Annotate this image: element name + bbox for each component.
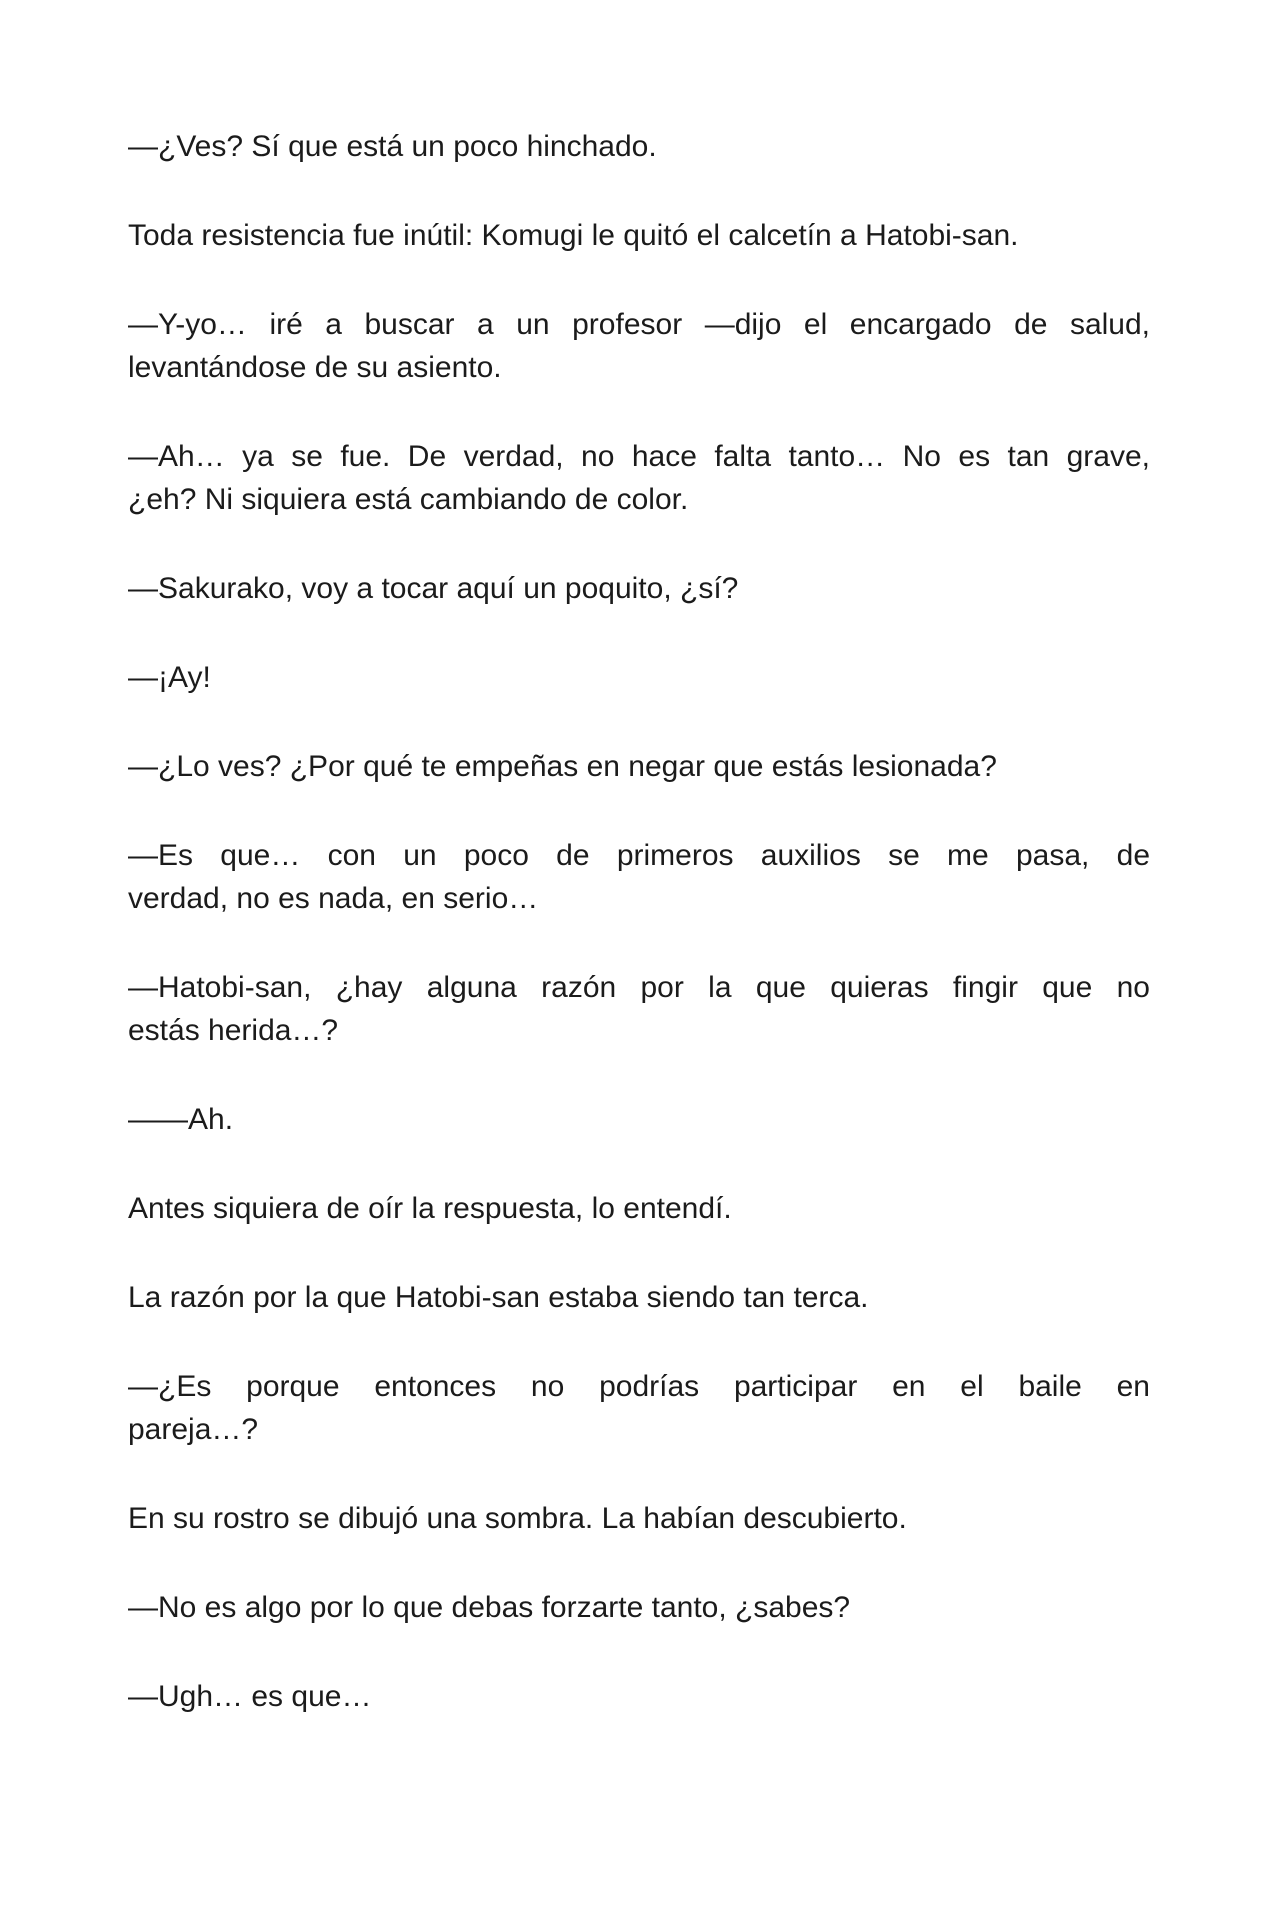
- text-line: ¿eh? Ni siquiera está cambiando de color.: [128, 483, 689, 516]
- text-line: —Ugh… es que…: [128, 1680, 372, 1713]
- paragraph: [128, 1497, 1150, 1540]
- text-line: En su rostro se dibujó una sombra. La habían descubierto.: [128, 1502, 907, 1535]
- document-page: [128, 125, 1150, 1764]
- paragraph: [128, 1276, 1150, 1319]
- paragraph: [128, 966, 1150, 1052]
- text-line: —¿Ves? Sí que está un poco hinchado.: [128, 130, 657, 163]
- paragraph: [128, 745, 1150, 788]
- text-line: verdad, no es nada, en serio…: [128, 882, 539, 915]
- paragraph: [128, 656, 1150, 699]
- text-line: ——Ah.: [128, 1103, 234, 1136]
- text-line: —Hatobi-san, ¿hay alguna razón por la que quieras fingir que no: [128, 971, 1150, 1004]
- text-line: La razón por la que Hatobi-san estaba siendo tan terca.: [128, 1281, 869, 1314]
- text-line: —Y-yo… iré a buscar a un profesor —dijo el encargado de salud,: [128, 308, 1150, 341]
- text-line: —¿Lo ves? ¿Por qué te empeñas en negar que estás lesionada?: [128, 750, 997, 783]
- paragraph: [128, 125, 1150, 168]
- text-line: levantándose de su asiento.: [128, 351, 502, 384]
- paragraph: [128, 435, 1150, 521]
- paragraph: [128, 1187, 1150, 1230]
- text-line: —Ah… ya se fue. De verdad, no hace falta tanto… No es tan grave,: [128, 440, 1150, 473]
- text-line: Antes siquiera de oír la respuesta, lo entendí.: [128, 1192, 732, 1225]
- text-line: —No es algo por lo que debas forzarte tanto, ¿sabes?: [128, 1591, 851, 1624]
- paragraph: [128, 1365, 1150, 1451]
- paragraph: [128, 214, 1150, 257]
- paragraph: [128, 834, 1150, 920]
- text-line: —Es que… con un poco de primeros auxilios se me pasa, de: [128, 839, 1150, 872]
- text-line: —Sakurako, voy a tocar aquí un poquito, ¿sí?: [128, 572, 739, 605]
- paragraph: [128, 1586, 1150, 1629]
- text-line: —¡Ay!: [128, 661, 211, 694]
- text-line: pareja…?: [128, 1413, 259, 1446]
- text-line: —¿Es porque entonces no podrías participar en el baile en: [128, 1370, 1150, 1403]
- text-line: Toda resistencia fue inútil: Komugi le quitó el calcetín a Hatobi-san.: [128, 219, 1019, 252]
- paragraph: [128, 303, 1150, 389]
- paragraph: [128, 567, 1150, 610]
- text-line: estás herida…?: [128, 1014, 339, 1047]
- paragraph: [128, 1098, 1150, 1141]
- paragraph: [128, 1675, 1150, 1718]
